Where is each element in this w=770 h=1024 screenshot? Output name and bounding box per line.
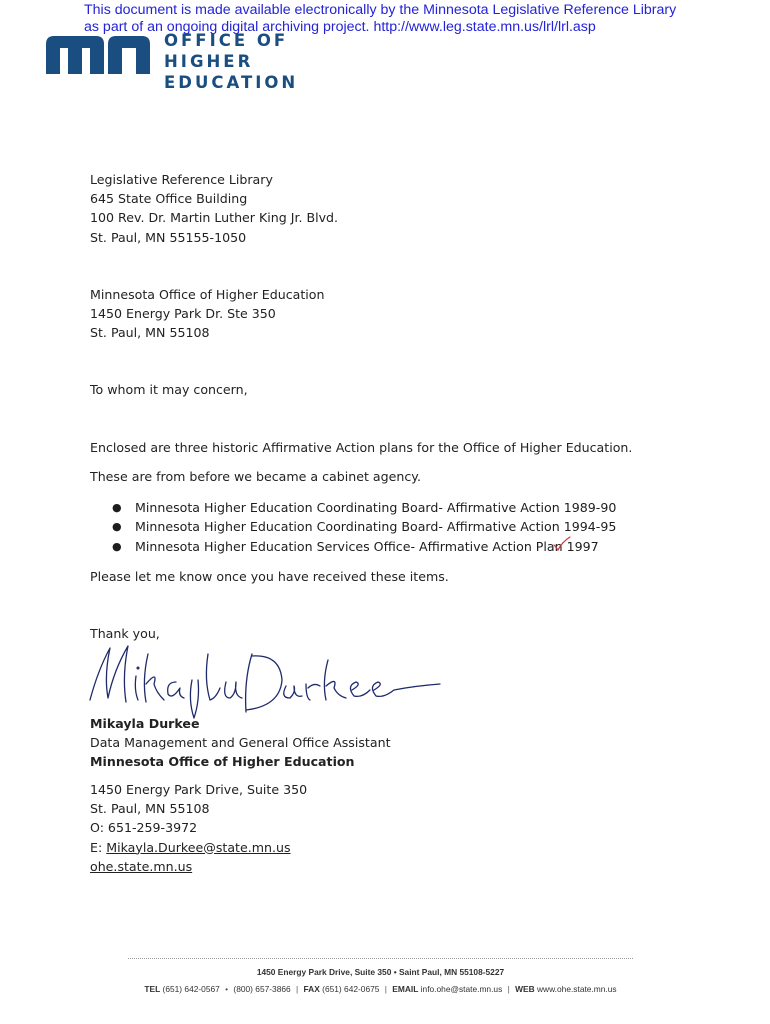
signer-address-line2: St. Paul, MN 55108: [90, 801, 210, 817]
closing: Thank you,: [90, 626, 160, 641]
signer-email-prefix: E:: [90, 839, 107, 855]
letterhead-org-name: [164, 30, 366, 93]
footer-separator: |: [384, 984, 387, 994]
footer-address: 1450 Energy Park Drive, Suite 350 • Saint Paul, MN 55108-5227: [256, 967, 505, 977]
footer-email-label: EMAIL: [392, 984, 419, 994]
footer-tel: (651) 642-0567: [162, 984, 220, 994]
footer-web[interactable]: www.ohe.state.mn.us: [537, 984, 617, 994]
logo-line2: HIGHER EDUCATION: [164, 52, 299, 92]
signer-phone: O: 651-259-3972: [90, 820, 198, 836]
footer-tollfree: (800) 657-3866: [233, 984, 291, 994]
recipient-line: 100 Rev. Dr. Martin Luther King Jr. Blvd.: [90, 210, 339, 226]
handwritten-signature-icon: [84, 640, 444, 722]
logo-line1: OFFICE OF: [164, 31, 289, 50]
signer-email-link[interactable]: Mikayla.Durkee@state.mn.us: [106, 839, 291, 855]
sender-line: St. Paul, MN 55108: [90, 325, 210, 341]
salutation: To whom it may concern,: [90, 382, 248, 397]
signer-email-row: [90, 838, 307, 857]
checkmark-icon: [552, 536, 572, 552]
footer-fax: (651) 642-0675: [322, 984, 380, 994]
sender-line: Minnesota Office of Higher Education: [90, 287, 325, 302]
recipient-line: St. Paul, MN 55155-1050: [90, 229, 247, 245]
footer-web-label: WEB: [515, 984, 535, 994]
signer-title: Data Management and General Office Assistant: [90, 735, 391, 751]
signer-address-line1: 1450 Energy Park Drive, Suite 350: [90, 782, 308, 797]
body-paragraph-2: These are from before we became a cabinet agency.: [90, 469, 421, 484]
footer-separator: |: [296, 984, 299, 994]
footer-separator: |: [507, 984, 510, 994]
archive-notice-line1: This document is made available electronically by the Minnesota Legislative Reference Library: [84, 2, 677, 18]
signer-name: Mikayla Durkee: [90, 716, 200, 731]
letterhead-logo: [46, 30, 366, 92]
bullet-icon: ●: [112, 520, 122, 534]
signature-block: [90, 714, 391, 772]
signer-contact: [90, 780, 307, 876]
footer-bullet: •: [225, 984, 229, 994]
recipient-address: [90, 170, 338, 247]
footer-email[interactable]: info.ohe@state.mn.us: [420, 984, 503, 994]
sender-line: 1450 Energy Park Dr. Ste 350: [90, 306, 276, 322]
bullet-icon: ●: [112, 539, 122, 553]
recipient-line: 645 State Office Building: [90, 191, 248, 207]
footer-tel-label: TEL: [144, 984, 161, 994]
sender-address: [90, 285, 324, 343]
bullet-icon: ●: [112, 501, 122, 514]
footer-fax-label: FAX: [303, 984, 320, 994]
archive-notice-line2: as part of an ongoing digital archiving project. http://www.leg.state.mn.us/lrl/lrl.asp: [84, 19, 596, 35]
signer-organization: Minnesota Office of Higher Education: [90, 754, 355, 770]
list-item-text: Minnesota Higher Education Coordinating Board- Affirmative Action 1989-90: [135, 500, 617, 515]
mn-logo-mark-icon: [46, 34, 158, 74]
list-item-text: Minnesota Higher Education Services Office- Affirmative Action Plan 1997: [135, 538, 599, 554]
list-item-text: Minnesota Higher Education Coordinating Board- Affirmative Action 1994-95: [135, 519, 617, 535]
body-paragraph-1: Enclosed are three historic Affirmative Action plans for the Office of Higher Education.: [90, 440, 633, 455]
footer-contact-line: [128, 984, 633, 994]
footer-divider: [128, 958, 633, 959]
body-paragraph-3: Please let me know once you have received these items.: [90, 569, 449, 584]
website-link[interactable]: ohe.state.mn.us: [90, 858, 193, 874]
recipient-line: Legislative Reference Library: [90, 172, 273, 187]
